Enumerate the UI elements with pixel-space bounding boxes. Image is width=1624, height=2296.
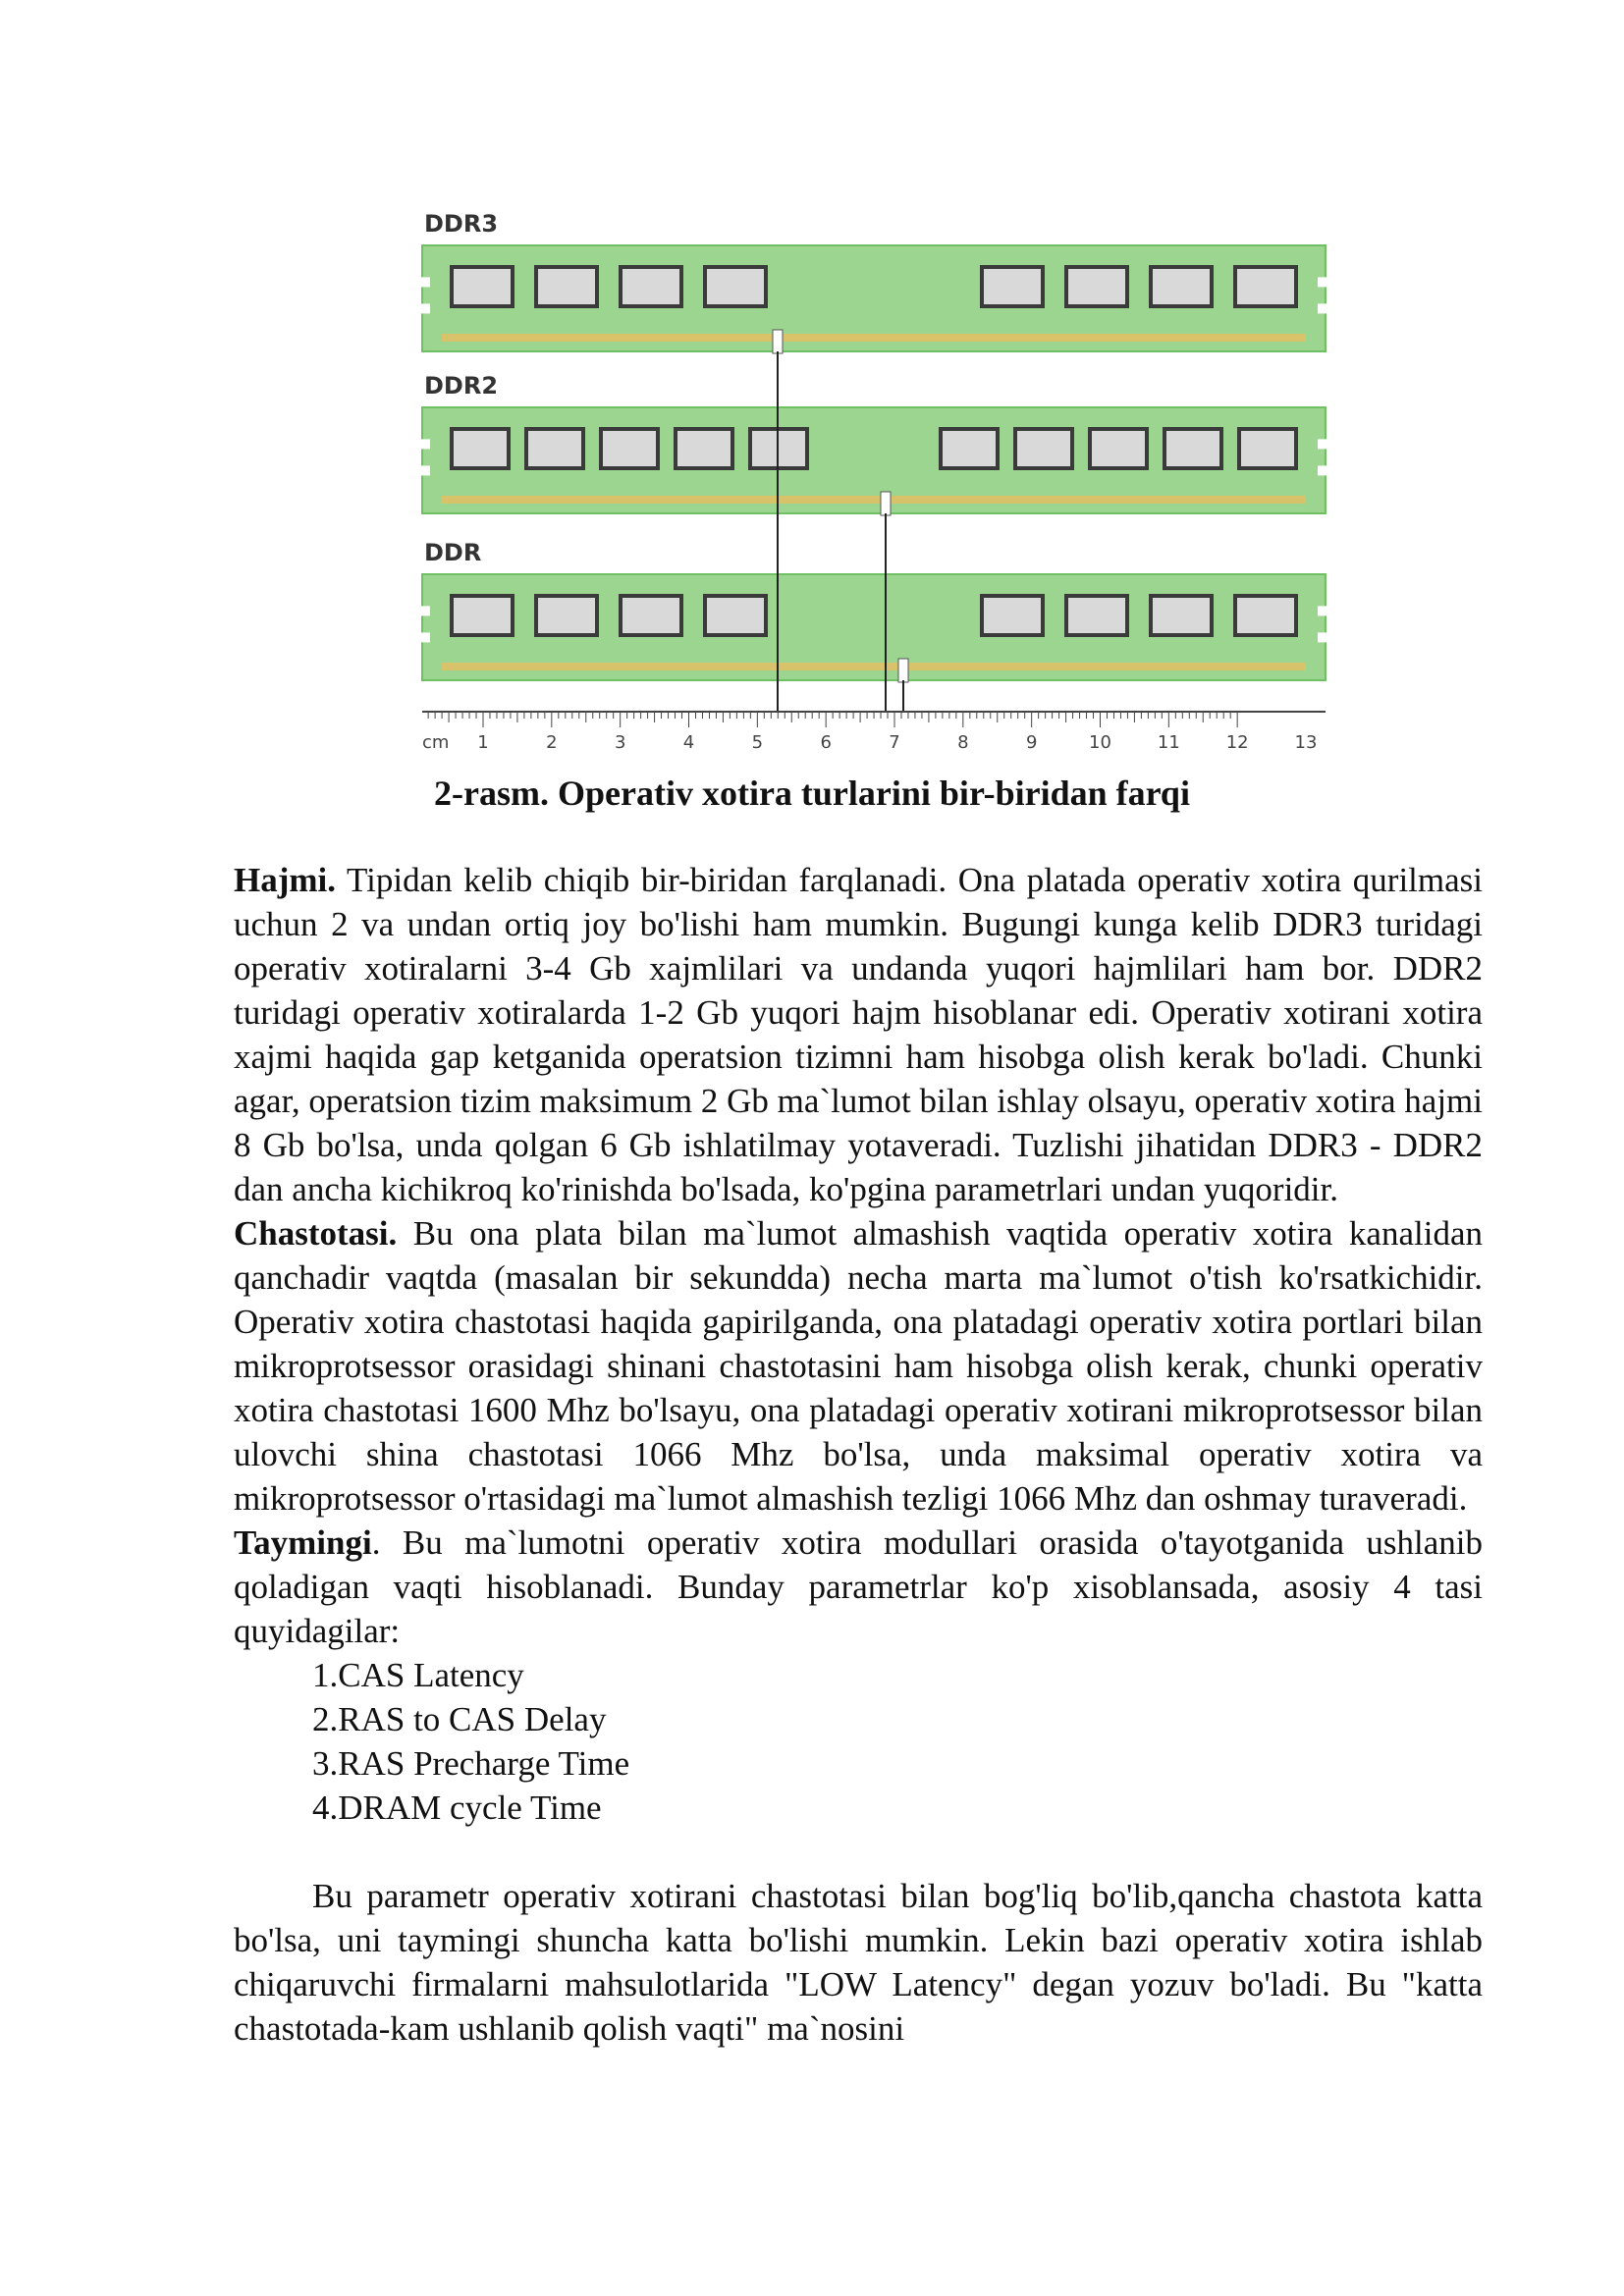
ruler-tick-label: 5 xyxy=(751,732,764,753)
memory-chip xyxy=(982,596,1043,635)
memory-chip xyxy=(1151,267,1212,306)
document-body xyxy=(234,858,1483,2051)
contact-strip xyxy=(442,663,1306,670)
contact-strip xyxy=(442,496,1306,504)
memory-chip xyxy=(1066,267,1127,306)
ruler-tick-label: 11 xyxy=(1157,732,1180,753)
ram-types-figure xyxy=(412,206,1335,756)
memory-chip xyxy=(1090,429,1147,468)
key-notch xyxy=(773,330,783,353)
memory-chip xyxy=(621,267,681,306)
memory-chip xyxy=(536,596,597,635)
memory-chip xyxy=(536,267,597,306)
heading-chastotasi: Chastotasi. xyxy=(234,1214,398,1253)
paragraph-hajmi xyxy=(234,858,1483,1211)
memory-chip xyxy=(1235,267,1296,306)
side-notch xyxy=(420,606,430,615)
side-notch xyxy=(420,632,430,642)
side-notch xyxy=(1318,277,1327,287)
side-notch xyxy=(1318,632,1327,642)
side-notch xyxy=(1318,439,1327,449)
memory-chip xyxy=(452,267,513,306)
memory-chip xyxy=(676,429,732,468)
paragraph-taymingi xyxy=(234,1521,1483,1653)
ruler-tick-label: 8 xyxy=(957,732,969,753)
ruler-tick-label: 3 xyxy=(614,732,626,753)
memory-chip xyxy=(982,267,1043,306)
ruler-tick-label: 12 xyxy=(1225,732,1249,753)
memory-chip xyxy=(705,267,766,306)
memory-chip xyxy=(1239,429,1296,468)
memory-chip xyxy=(1164,429,1221,468)
side-notch xyxy=(420,439,430,449)
list-item: 2.RAS to CAS Delay xyxy=(312,1700,607,1738)
ruler-tick-label: 10 xyxy=(1089,732,1111,753)
side-notch xyxy=(1318,465,1327,475)
ruler-tick-label: 7 xyxy=(889,732,900,753)
timing-list xyxy=(234,1653,1483,1830)
memory-chip xyxy=(601,429,658,468)
memory-chip xyxy=(1015,429,1072,468)
ruler-tick-label: 6 xyxy=(820,732,832,753)
memory-chip xyxy=(705,596,766,635)
heading-hajmi: Hajmi. xyxy=(234,861,337,899)
contact-strip xyxy=(442,334,1306,342)
paragraph-chastotasi xyxy=(234,1211,1483,1521)
ruler-tick-label: 4 xyxy=(682,732,695,753)
module-label: DDR2 xyxy=(424,372,499,400)
ruler-tick-label: 13 xyxy=(1294,732,1318,753)
key-notch xyxy=(881,492,891,515)
memory-chip xyxy=(526,429,583,468)
side-notch xyxy=(1318,303,1327,313)
memory-chip xyxy=(1235,596,1296,635)
memory-chip xyxy=(452,596,513,635)
module-label: DDR xyxy=(424,539,482,566)
ruler-tick-label: 9 xyxy=(1025,732,1038,753)
ruler-tick-label: 2 xyxy=(546,732,558,753)
ruler-tick-label: 1 xyxy=(477,732,489,753)
side-notch xyxy=(420,465,430,475)
blank-line xyxy=(234,1830,1483,1874)
memory-chip xyxy=(452,429,509,468)
ruler-unit: cm xyxy=(422,732,450,753)
list-item: 1.CAS Latency xyxy=(312,1656,524,1694)
memory-chip xyxy=(1066,596,1127,635)
side-notch xyxy=(420,277,430,287)
side-notch xyxy=(1318,606,1327,615)
memory-chip xyxy=(621,596,681,635)
side-notch xyxy=(420,303,430,313)
key-notch xyxy=(898,659,908,682)
module-label: DDR3 xyxy=(424,210,499,238)
list-item: 4.DRAM cycle Time xyxy=(312,1789,602,1827)
figure-caption: 2-rasm. Operativ xotira turlarini bir-biridan farqi xyxy=(434,774,1190,813)
paragraph-last: Bu parametr operativ xotirani chastotasi bilan bog'liq bo'lib,qancha chastota katta bo'lsa, uni taymingi shuncha katta bo'lishi mumkin. Lekin bazi operativ xotira ishlab chiqaruvchi firmalarni mahsulotlarida "LOW Latency" degan yozuv bo'ladi. Bu "katta chastotada-kam ushlanib qolish vaqti" ma`nosini xyxy=(234,1877,1483,2048)
heading-taymingi: Taymingi xyxy=(234,1523,372,1562)
text-taymingi: . Bu ma`lumotni operativ xotira modullari orasida o'tayotganida ushlanib qoladigan vaqti hisoblanadi. Bunday parametrlar ko'p xisoblansada, asosiy 4 tasi quyidagilar: xyxy=(234,1523,1483,1650)
list-item: 3.RAS Precharge Time xyxy=(312,1744,630,1783)
text-chastotasi: Bu ona plata bilan ma`lumot almashish vaqtida operativ xotira kanalidan qanchadir vaqtda (masalan bir sekundda) necha marta ma`lumot o'tish ko'rsatkichidir. Operativ xotira chastotasi haqida gapirilganda, ona platadagi operativ xotira portlari bilan mikroprotsessor orasidagi shinani chastotasini ham hisobga olish kerak, chunki operativ xotira chastotasi 1600 Mhz bo'lsayu, ona platadagi operativ xotirani mikroprotsessor bilan ulovchi shina chastotasi 1066 Mhz bo'lsa, unda maksimal operativ xotira va mikroprotsessor o'rtasidagi ma`lumot almashish tezligi 1066 Mhz dan oshmay turaveradi. xyxy=(234,1214,1483,1518)
memory-chip xyxy=(941,429,998,468)
text-hajmi: Tipidan kelib chiqib bir-biridan farqlanadi. Ona platada operativ xotira qurilmasi uchun 2 va undan ortiq joy bo'lishi ham mumkin. Bugungi kunga kelib DDR3 turidagi operativ xotiralarni 3-4 Gb xajmlilari va undanda yuqori hajmlilari ham bor. DDR2 turidagi operativ xotiralarda 1-2 Gb yuqori hajm hisoblanar edi. Operativ xotirani xotira xajmi haqida gap ketganida operatsion tizimni ham hisobga olish kerak bo'ladi. Chunki agar, operatsion tizim maksimum 2 Gb ma`lumot bilan ishlay olsayu, operativ xotira hajmi 8 Gb bo'lsa, unda qolgan 6 Gb ishlatilmay yotaveradi. Tuzlishi jihatidan DDR3 - DDR2 dan ancha kichikroq ko'rinishda bo'lsada, ko'pgina parametrlari undan yuqoridir. xyxy=(234,861,1483,1208)
memory-chip xyxy=(1151,596,1212,635)
